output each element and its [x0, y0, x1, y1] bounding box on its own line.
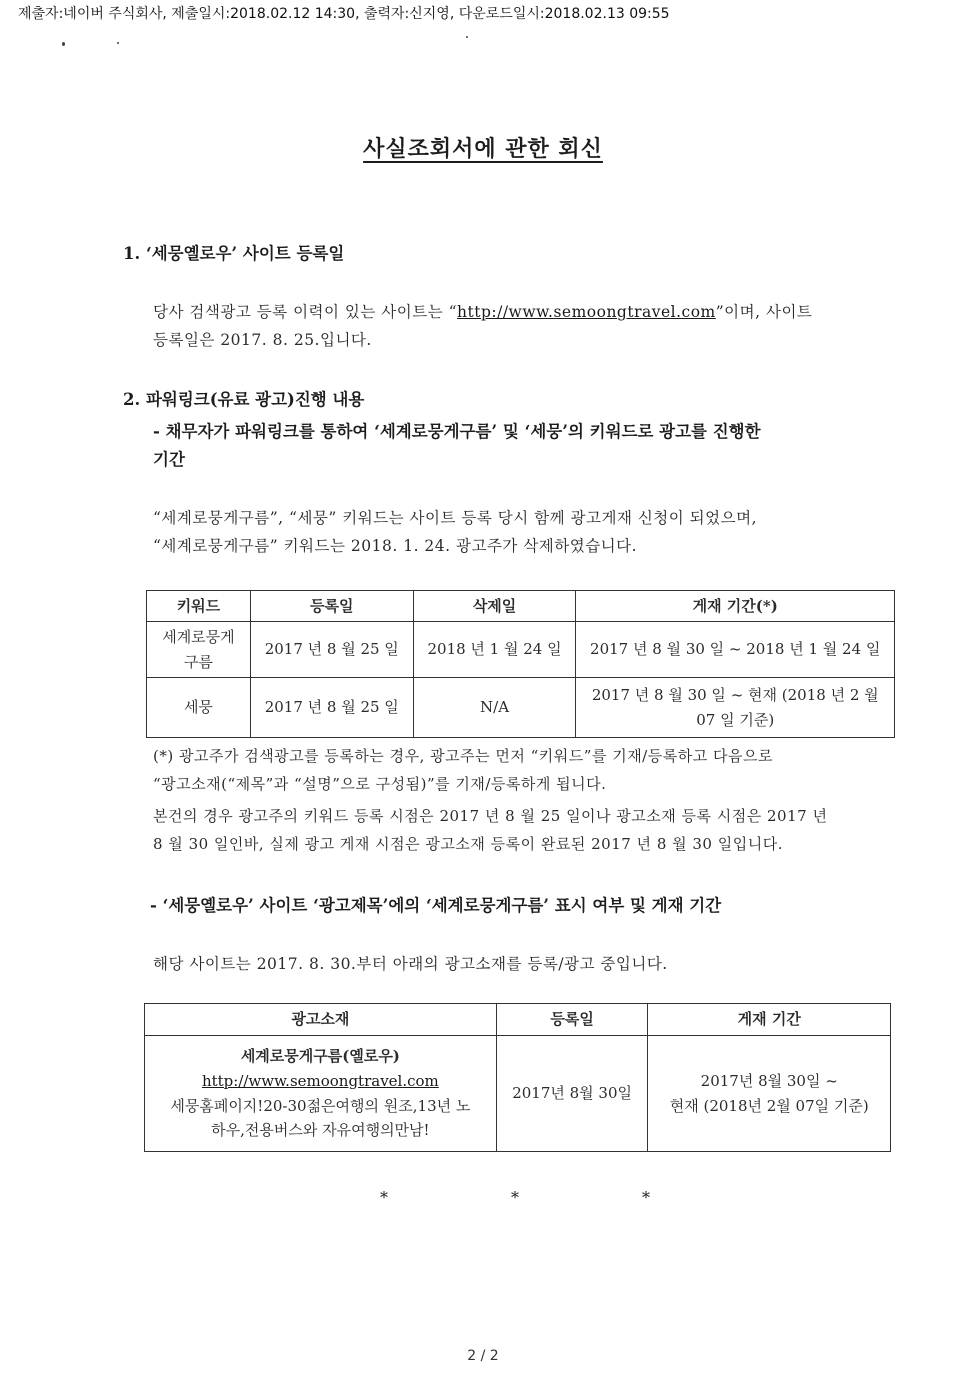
section2-heading: 2. 파워링크(유료 광고)진행 내용	[123, 390, 365, 409]
section1-paragraph-line2: 등록일은 2017. 8. 25.입니다.	[153, 331, 372, 349]
section1-text-post: ”이며, 사이트	[715, 303, 813, 321]
registered-cell: 2017년 8월 30일	[496, 1036, 648, 1152]
column-header: 광고소재	[145, 1004, 497, 1036]
scan-speck	[466, 36, 468, 38]
keyword-table	[146, 590, 895, 738]
period-cell	[576, 678, 895, 738]
note-line: 8 월 30 일인바, 실제 광고 게재 시점은 광고소재 등록이 완료된 2017 년 8 월 30 일입니다.	[153, 835, 783, 853]
table-header-row	[145, 1004, 891, 1036]
column-header: 키워드	[147, 591, 251, 622]
site-url-link[interactable]: http://www.semoongtravel.com	[457, 303, 716, 321]
table-row	[147, 622, 895, 678]
cell-line: 현재 (2018년 2월 07일 기준)	[669, 1096, 869, 1115]
period-cell	[648, 1036, 891, 1152]
note-line: (*) 광고주가 검색광고를 등록하는 경우, 광고주는 먼저 “키워드”를 기재/등록하고 다음으로	[153, 747, 773, 765]
ad-description: 하우,전용버스와 자유여행의만남!	[211, 1121, 430, 1140]
cell-line: 구름	[183, 652, 213, 671]
document-header: 제출자:네이버 주식회사, 제출일시:2018.02.12 14:30, 출력자:신지영, 다운로드일시:2018.02.13 09:55	[18, 6, 670, 22]
section2-subheading-line2: 기간	[153, 450, 185, 469]
cell-line: 세계로뭉게	[162, 627, 235, 646]
table-row	[145, 1036, 891, 1152]
section1-paragraph	[153, 300, 812, 322]
end-mark: *	[380, 1188, 388, 1207]
ad-url-link[interactable]: http://www.semoongtravel.com	[201, 1071, 439, 1090]
ad-title: 세계로뭉게구름(옐로우)	[240, 1047, 400, 1065]
column-header: 등록일	[496, 1004, 648, 1036]
table-row	[147, 678, 895, 738]
section3-heading: - ‘세뭉옐로우’ 사이트 ‘광고제목’에의 ‘세계로뭉게구름’ 표시 여부 및 게재 기간	[150, 896, 722, 915]
page-title: 사실조회서에 관한 회신	[363, 136, 603, 162]
column-header: 등록일	[250, 591, 413, 622]
note-line: 본건의 경우 광고주의 키워드 등록 시점은 2017 년 8 월 25 일이나 광고소재 등록 시점은 2017 년	[153, 807, 828, 825]
deleted-cell: N/A	[413, 678, 576, 738]
ad-material-table	[144, 1003, 891, 1152]
cell-line: 07 일 기준)	[696, 710, 775, 729]
column-header: 삭제일	[413, 591, 576, 622]
column-header: 게재 기간	[648, 1004, 891, 1036]
ad-material-cell	[145, 1036, 497, 1152]
cell-line: 2017년 8월 30일 ~	[700, 1071, 838, 1090]
keyword-cell	[147, 622, 251, 678]
period-cell: 2017 년 8 월 30 일 ~ 2018 년 1 월 24 일	[576, 622, 895, 678]
section2-paragraph: “세계로뭉게구름”, “세뭉” 키워드는 사이트 등록 당시 함께 광고게재 신청이 되었으며,	[153, 509, 758, 527]
table-header-row	[147, 591, 895, 622]
scan-speck	[62, 42, 65, 46]
scan-speck	[117, 42, 119, 44]
section2-subheading: - 채무자가 파워링크를 통하여 ‘세계로뭉게구름’ 및 ‘세뭉’의 키워드로 광고를 진행한	[153, 422, 761, 441]
note-line: “광고소재(“제목”과 “설명”으로 구성됨)”를 기재/등록하게 됩니다.	[153, 775, 607, 793]
cell-line: 2017 년 8 월 30 일 ~ 현재 (2018 년 2 월	[591, 685, 879, 704]
section2-paragraph-line2: “세계로뭉게구름” 키워드는 2018. 1. 24. 광고주가 삭제하였습니다.	[153, 537, 638, 555]
section1-heading: 1. ‘세뭉옐로우’ 사이트 등록일	[123, 244, 345, 263]
ad-description: 세뭉홈페이지!20-30젊은여행의 원조,13년 노	[170, 1096, 471, 1115]
page-number: 2 / 2	[467, 1348, 499, 1364]
column-header: 게재 기간(*)	[576, 591, 895, 622]
section1-text-pre: 당사 검색광고 등록 이력이 있는 사이트는 “	[153, 303, 458, 321]
keyword-cell: 세뭉	[147, 678, 251, 738]
section3-paragraph: 해당 사이트는 2017. 8. 30.부터 아래의 광고소재를 등록/광고 중입니다.	[153, 955, 668, 973]
registered-cell: 2017 년 8 월 25 일	[250, 622, 413, 678]
deleted-cell: 2018 년 1 월 24 일	[413, 622, 576, 678]
end-mark: *	[642, 1188, 650, 1207]
registered-cell: 2017 년 8 월 25 일	[250, 678, 413, 738]
end-mark: *	[511, 1188, 519, 1207]
